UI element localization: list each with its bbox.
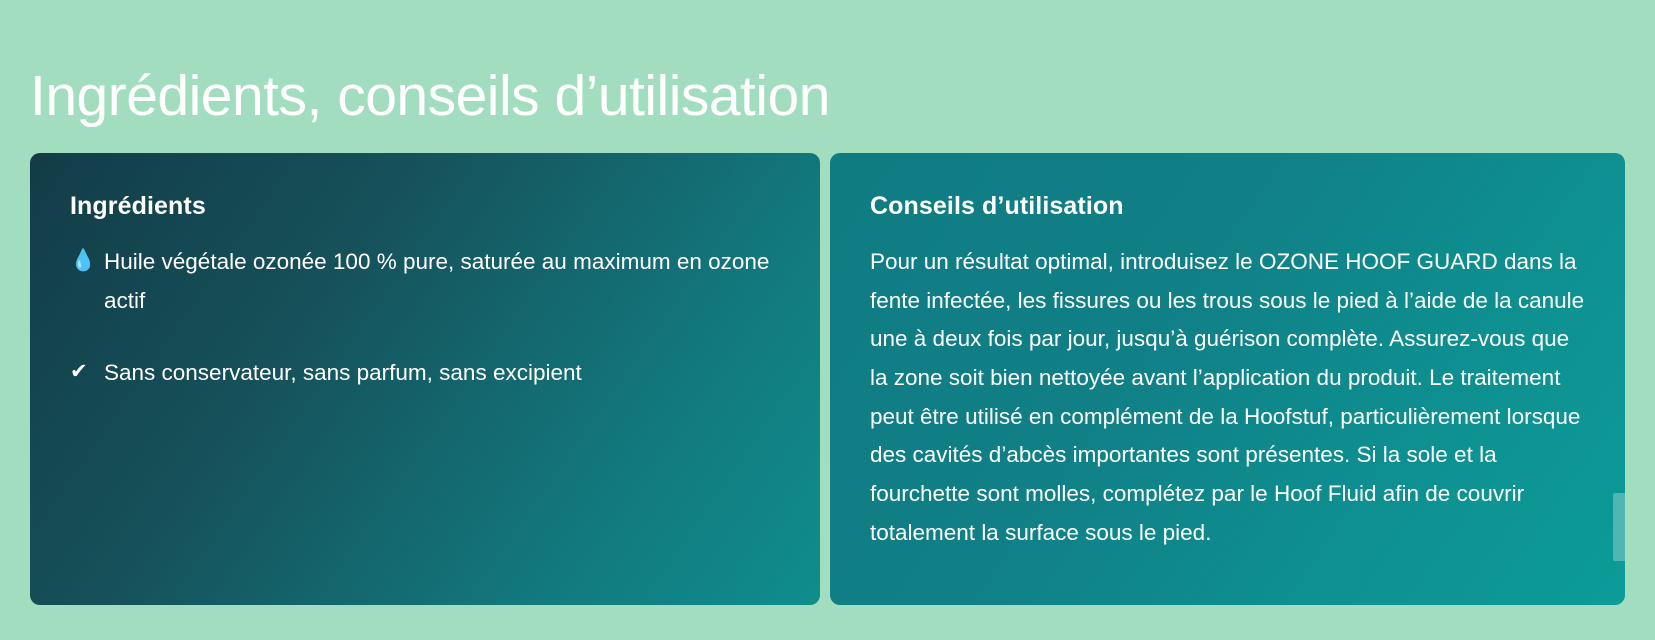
scrollbar-marker[interactable] (1613, 493, 1625, 561)
list-item-label: Huile végétale ozonée 100 % pure, saturée au maximum en ozone actif (104, 249, 770, 313)
ingredients-card (30, 153, 820, 605)
usage-body-text: Pour un résultat optimal, introduisez le OZONE HOOF GUARD dans la fente infectée, les fissures ou les trous sous le pied à l’aide de la canule une à deux fois par jour, jusqu’à guérison complète. Assurez-vous que la zone soit bien nettoyée avant l’application du produit. Le traitement peut être utilisé en complément de la Hoofstuf, particulièrement lorsque des cavités d’abcès importantes sont présentes. Si la sole et la fourchette sont molles, complétez par le Hoof Fluid afin de couvrir totalement la surface sous le pied. (870, 249, 1585, 545)
cards-container (30, 153, 1625, 605)
ingredients-list (70, 243, 780, 393)
list-item (70, 354, 780, 393)
page-title: Ingrédients, conseils d’utilisation (30, 64, 830, 129)
list-item (70, 243, 780, 320)
usage-card (830, 153, 1625, 605)
ingredients-heading: Ingrédients (70, 192, 206, 220)
droplet-icon: 💧 (70, 249, 97, 272)
check-icon: ✔ (70, 360, 88, 384)
list-item-label: Sans conservateur, sans parfum, sans excipient (104, 360, 582, 386)
usage-heading: Conseils d’utilisation (870, 192, 1124, 220)
